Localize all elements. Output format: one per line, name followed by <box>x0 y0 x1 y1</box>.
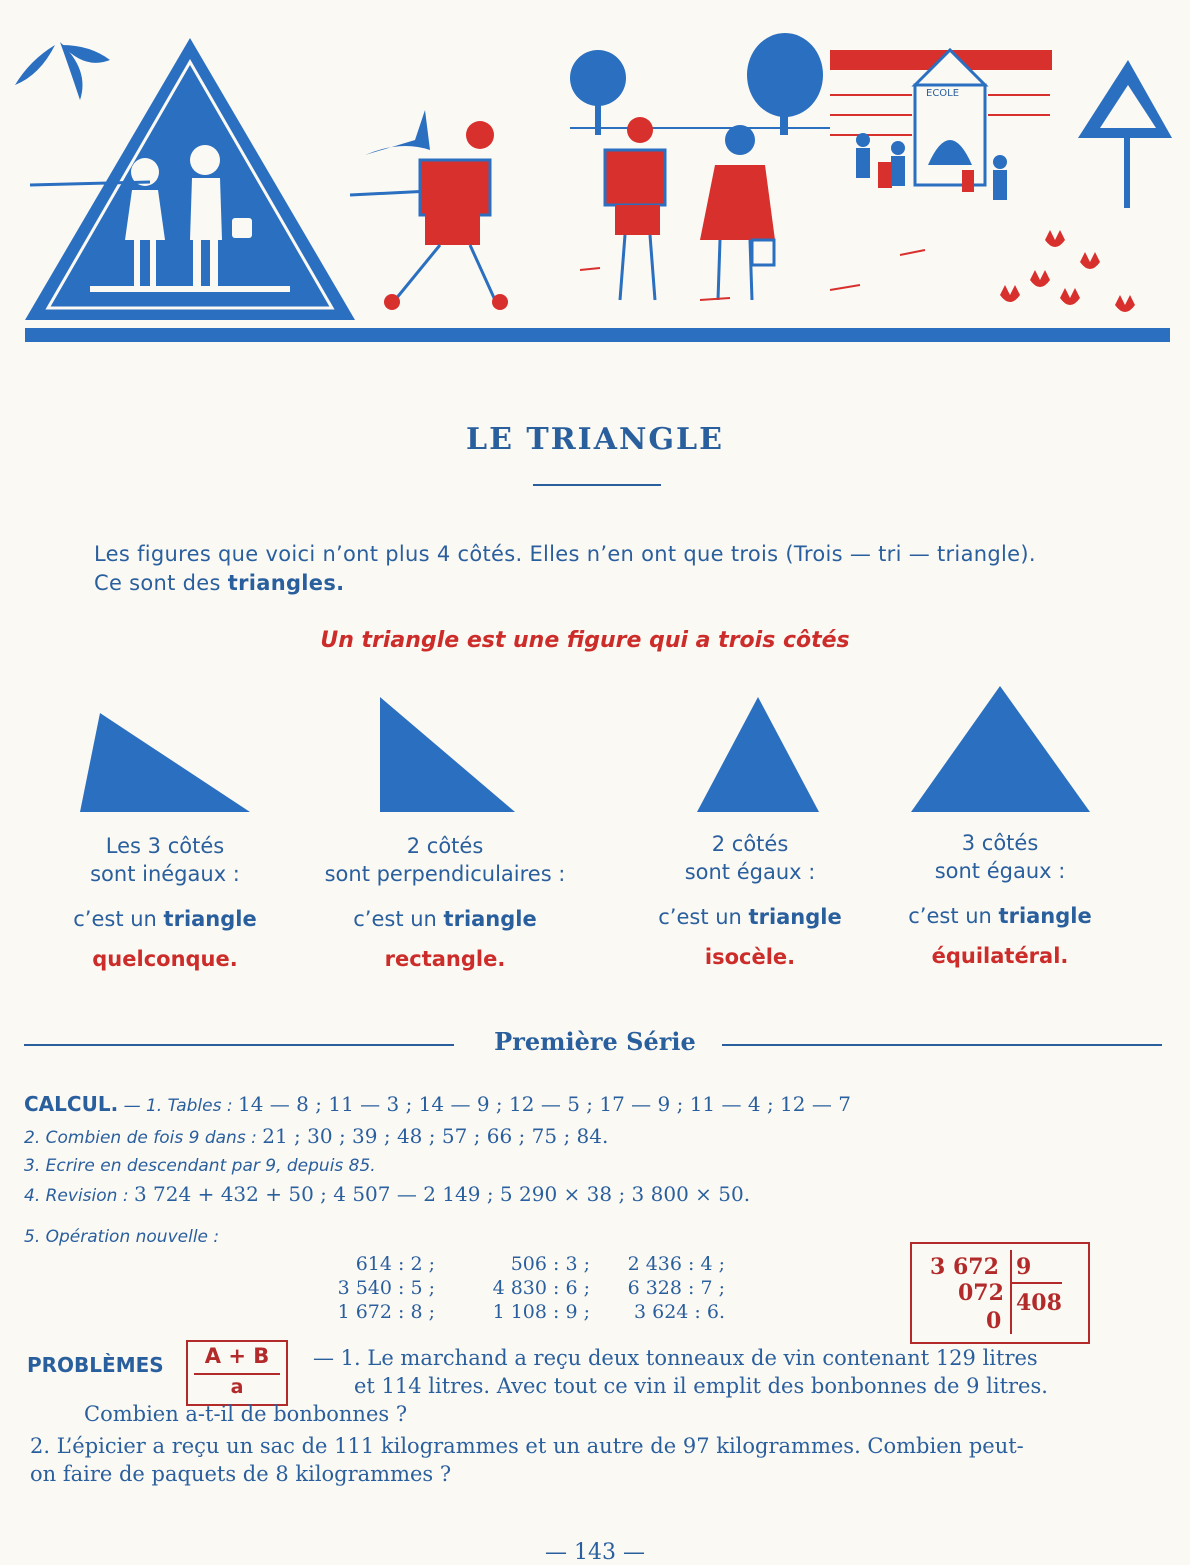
final-remainder: 0 <box>986 1308 1002 1334</box>
definition-statement: Un triangle est une figure qui a trois côtés <box>320 628 850 653</box>
triangle-word: triangle <box>163 907 257 931</box>
op: 1 108 : 9 ; <box>492 1301 590 1323</box>
caption-line-2: sont égaux : <box>934 859 1066 883</box>
division-example-box <box>910 1242 1090 1344</box>
calcul-line-2-values: 21 ; 30 ; 39 ; 48 ; 57 ; 66 ; 75 ; 84. <box>262 1124 609 1148</box>
divisor: 9 <box>1016 1254 1032 1280</box>
op: 506 : 3 ; <box>510 1253 590 1275</box>
caption-cest <box>640 903 860 931</box>
intro-line-1: Les figures que voici n’ont plus 4 côtés. Elles n’en ont que trois (Trois — tri — triangle). <box>94 542 1036 566</box>
op: 6 328 : 7 ; <box>627 1277 725 1299</box>
triangle-shapes <box>0 680 1190 820</box>
problemes-label: PROBLÈMES <box>27 1353 164 1377</box>
cest-text: c’est un <box>73 907 164 931</box>
problem-1-line-3: Combien a-t-il de bonbonnes ? <box>84 1402 408 1426</box>
calcul-line-1-prefix: — 1. Tables : <box>118 1096 238 1116</box>
calcul-line-1 <box>24 1092 851 1116</box>
intro-keyword: triangles. <box>227 571 345 595</box>
calcul-line-2-prefix: 2. Combien de fois 9 dans : <box>24 1128 263 1148</box>
caption-line-1: 2 côtés <box>406 834 484 858</box>
op: 1 672 : 8 ; <box>337 1301 435 1323</box>
leaf-icon <box>15 42 110 100</box>
triangle-type: rectangle. <box>384 947 506 971</box>
calcul-label: CALCUL. <box>24 1092 119 1116</box>
triangle-word: triangle <box>748 905 842 929</box>
title-underline <box>533 484 661 486</box>
cest-text: c’est un <box>658 905 749 929</box>
caption-isocele <box>640 830 860 971</box>
child-walking-boy <box>384 121 508 310</box>
caption-cest <box>300 905 590 933</box>
page-number: — 143 — <box>545 1540 645 1565</box>
cest-text: c’est un <box>908 904 999 928</box>
triangle-type: isocèle. <box>704 945 796 969</box>
series-title: Première Série <box>494 1027 696 1056</box>
child-walking-girl <box>700 125 775 300</box>
op: 3 540 : 5 ; <box>337 1277 435 1299</box>
caption-quelconque <box>60 832 270 973</box>
division-vertical-bar <box>1010 1250 1012 1334</box>
op: 614 : 2 ; <box>355 1253 435 1275</box>
page-title: LE TRIANGLE <box>466 422 724 457</box>
caption-rectangle <box>300 832 590 973</box>
caption-equilateral <box>880 829 1120 970</box>
school-crossing-illustration <box>0 0 1190 350</box>
calcul-line-4 <box>24 1182 750 1206</box>
op: 3 624 : 6. <box>633 1301 725 1323</box>
ops-column-2 <box>440 1252 590 1324</box>
intro-paragraph <box>94 540 1174 598</box>
ops-column-3 <box>590 1252 725 1324</box>
ops-column-1 <box>300 1252 435 1324</box>
triangle-type: quelconque. <box>92 947 238 971</box>
series-rule-right <box>722 1044 1162 1046</box>
calcul-line-4-prefix: 4. Revision : <box>24 1186 134 1206</box>
calcul-line-3: 3. Ecrire en descendant par 9, depuis 85. <box>24 1156 376 1176</box>
problem-2-line-1: 2. L’épicier a reçu un sac de 111 kilogrammes et un autre de 97 kilogrammes. Combien peut- <box>30 1434 1024 1458</box>
calcul-line-1-values: 14 — 8 ; 11 — 3 ; 14 — 9 ; 12 — 5 ; 17 — 9 ; 11 — 4 ; 12 — 7 <box>238 1092 851 1116</box>
formula-box <box>186 1340 288 1406</box>
formula-denominator: a <box>230 1376 244 1398</box>
problem-1-line-2: et 114 litres. Avec tout ce vin il emplit des bonbonnes de 9 litres. <box>354 1374 1048 1398</box>
intro-line-2-text: Ce sont des <box>94 571 228 595</box>
formula-bar <box>194 1373 280 1375</box>
equilateral-triangle <box>911 686 1090 812</box>
caption-cest <box>880 902 1120 930</box>
caption-line-2: sont égaux : <box>684 860 816 884</box>
tulip-flowers <box>1000 230 1135 312</box>
cest-text: c’est un <box>353 907 444 931</box>
scalene-triangle <box>80 713 250 812</box>
op: 2 436 : 4 ; <box>627 1253 725 1275</box>
division-horizontal-bar <box>1012 1282 1062 1284</box>
calcul-line-5: 5. Opération nouvelle : <box>24 1227 220 1247</box>
triangle-type: équilatéral. <box>931 944 1069 968</box>
caption-cest <box>60 905 270 933</box>
problem-2-line-2: on faire de paquets de 8 kilogrammes ? <box>30 1462 452 1486</box>
caption-line-2: sont inégaux : <box>90 862 240 886</box>
caption-line-2: sont perpendiculaires : <box>324 862 566 886</box>
caption-line-1: 2 côtés <box>711 832 789 856</box>
school-sign-text: ECOLE <box>926 88 960 99</box>
calcul-line-2 <box>24 1124 608 1148</box>
problem-1-line-1: — 1. Le marchand a reçu deux tonneaux de vin contenant 129 litres <box>313 1346 1038 1370</box>
partial-remainder: 072 <box>958 1280 1004 1306</box>
triangle-word: triangle <box>443 907 537 931</box>
caption-line-1: Les 3 côtés <box>105 834 225 858</box>
calcul-line-4-values: 3 724 + 432 + 50 ; 4 507 — 2 149 ; 5 290 × 38 ; 3 800 × 50. <box>133 1182 751 1206</box>
formula-numerator: A + B <box>204 1344 270 1368</box>
triangle-word: triangle <box>998 904 1092 928</box>
caption-line-1: 3 côtés <box>961 831 1039 855</box>
dividend: 3 672 <box>930 1254 999 1280</box>
isosceles-triangle <box>697 697 819 812</box>
intro-line-2 <box>94 569 1174 598</box>
op: 4 830 : 6 ; <box>492 1277 590 1299</box>
right-triangle <box>380 697 515 812</box>
child-walking-boy-2 <box>605 117 665 300</box>
quotient: 408 <box>1016 1290 1062 1316</box>
